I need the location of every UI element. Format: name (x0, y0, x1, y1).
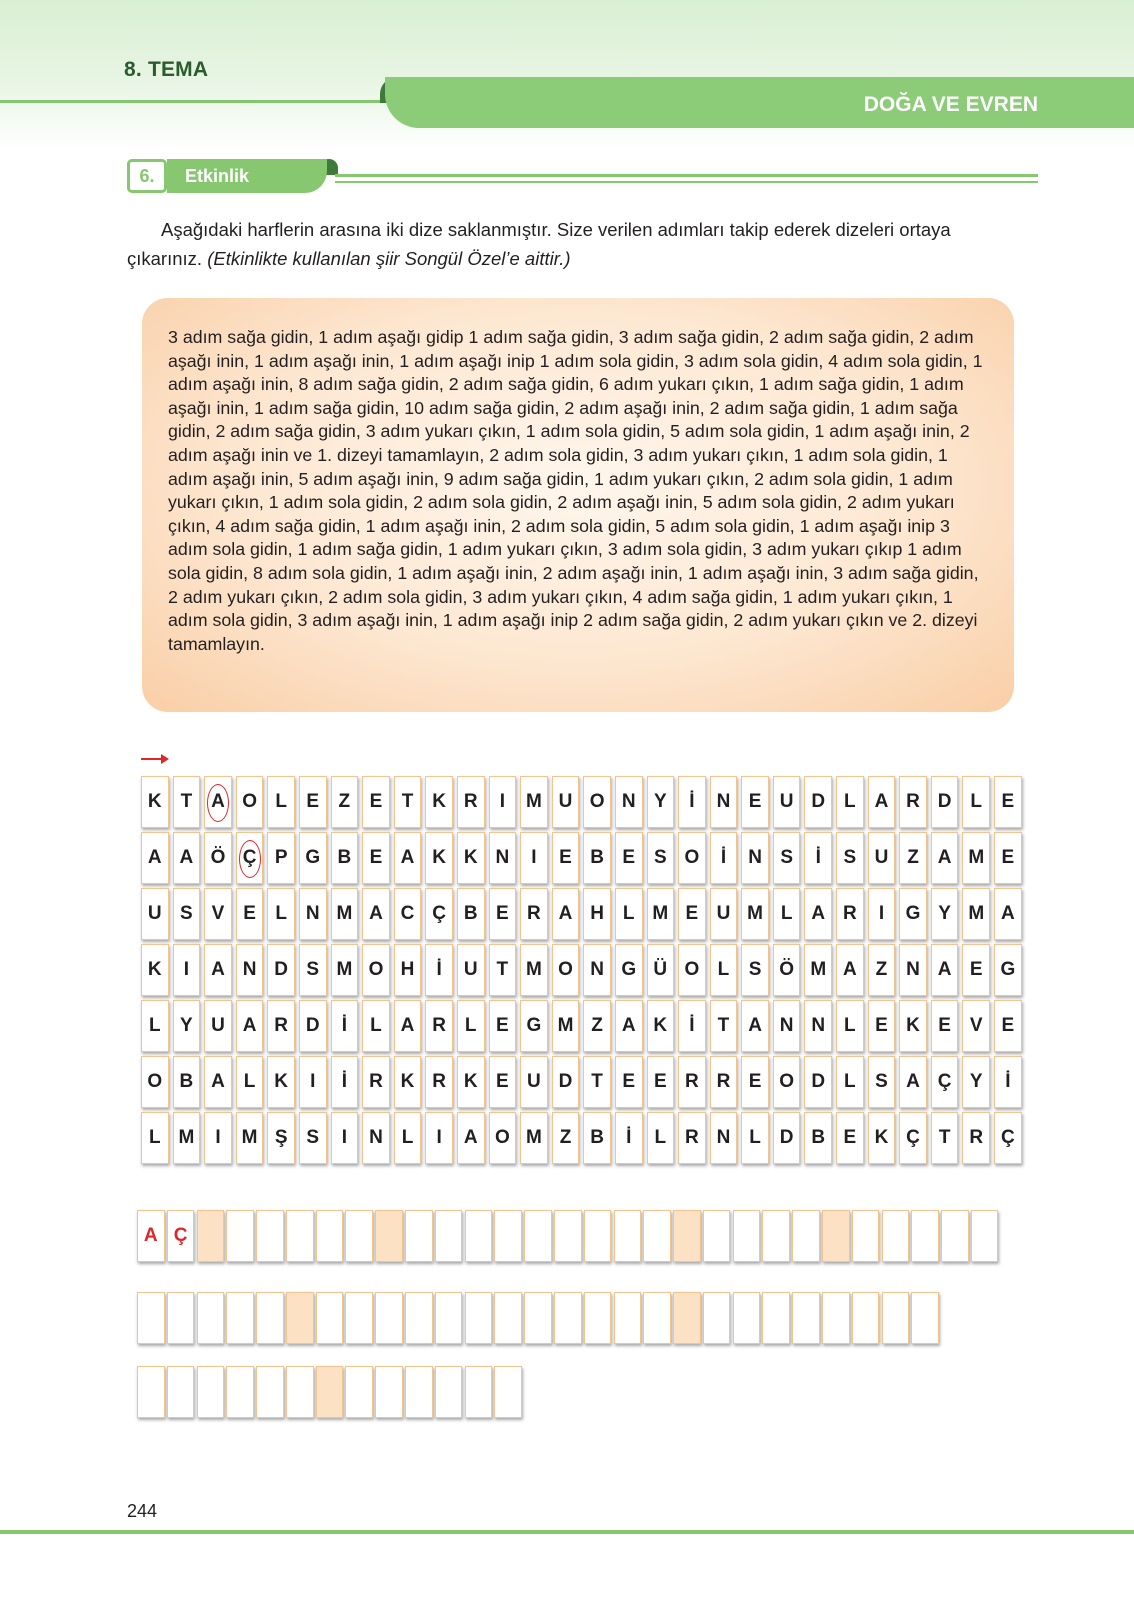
grid-cell: T (583, 1056, 611, 1108)
grid-cell: A (741, 1000, 769, 1052)
grid-cell: N (804, 1000, 832, 1052)
page-number: 244 (127, 1501, 158, 1521)
grid-cell: L (710, 944, 738, 996)
grid-cell: L (836, 776, 864, 828)
grid-cell: N (299, 888, 327, 940)
grid-cell: O (236, 776, 264, 828)
letter-grid (141, 776, 1033, 1168)
grid-cell: R (425, 1056, 453, 1108)
answer-cell[interactable] (852, 1292, 880, 1344)
grid-cell: V (962, 1000, 990, 1052)
answer-cell[interactable] (941, 1210, 969, 1262)
grid-cell: N (583, 944, 611, 996)
grid-cell: H (583, 888, 611, 940)
activity-number: 6. (127, 159, 167, 193)
answer-space-cell[interactable] (673, 1292, 701, 1344)
answer-cell[interactable] (226, 1366, 254, 1418)
grid-cell: K (267, 1056, 295, 1108)
grid-cell: U (552, 776, 580, 828)
grid-cell: E (489, 888, 517, 940)
answer-cell[interactable] (465, 1210, 493, 1262)
answer-cell[interactable] (524, 1210, 552, 1262)
grid-cell: A (868, 776, 896, 828)
grid-cell: Z (899, 832, 927, 884)
grid-cell: Ç (899, 1112, 927, 1164)
grid-cell: K (394, 1056, 422, 1108)
grid-cell: E (868, 1000, 896, 1052)
grid-cell: Ç (425, 888, 453, 940)
grid-cell: Y (647, 776, 675, 828)
grid-cell: A (204, 944, 232, 996)
grid-cell: D (804, 1056, 832, 1108)
grid-cell: O (583, 776, 611, 828)
grid-cell: L (362, 1000, 390, 1052)
answer-space-cell[interactable] (822, 1210, 850, 1262)
grid-cell: L (267, 776, 295, 828)
instruction-text: 3 adım sağa gidin, 1 adım aşağı gidip 1 adım sağa gidin, 3 adım sağa gidin, 2 adım sağa gidin, 2 adım aşağı inin, 1 adım aşağı inin, 1 adım aşağı inip 1 adım sola gidin, 3 adım sola gidin, 4 adım sola gidin, 1 adım aşağı inin, 8 adım sağa gidin, 2 adım sağa gidin, 6 adım yukarı çıkın, 1 adım sağa gidin, 1 adım aşağı inin, 1 adım sağa gidin, 10 adım sağa gidin, 2 adım aşağı inin, 2 adım sağa gidin, 1 adım sağa gidin, 2 adım sağa gidin, 3 adım yukarı çıkın, 1 adım sola gidin, 5 adım sola gidin, 1 adım aşağı inin, 2 adım aşağı inin ve 1. dizeyi tamamlayın, 2 adım sola gidin, 3 adım yukarı çıkın, 1 adım sola gidin, 1 adım aşağı inin, 5 adım aşağı inin, 9 adım sağa gidin, 1 adım yukarı çıkın, 2 adım sola gidin, 1 adım yukarı çıkın, 1 adım sola gidin, 2 adım sola gidin, 2 adım aşağı inin, 5 adım sola gidin, 2 adım yukarı çıkın, 4 adım sağa gidin, 1 adım aşağı inin, 2 adım sola gidin, 5 adım sola gidin, 1 adım aşağı inip 3 adım sola gidin, 1 adım sağa gidin, 1 adım yukarı çıkın, 3 adım sola gidin, 3 adım yukarı çıkıp 1 adım sola gidin, 8 adım sola gidin, 1 adım aşağı inin, 2 adım aşağı inin, 1 adım aşağı inin, 3 adım sağa gidin, 2 adım yukarı çıkın, 2 adım sola gidin, 3 adım yukarı çıkın, 4 adım sağa gidin, 1 adım yukarı çıkın, 1 adım sola gidin, 3 adım aşağı inin, 1 adım aşağı inip 2 adım sağa gidin, 2 adım yukarı çıkın ve 2. dizeyi tamamlayın. (168, 327, 983, 654)
grid-cell: S (868, 1056, 896, 1108)
grid-cell: L (836, 1056, 864, 1108)
grid-cell: L (457, 1000, 485, 1052)
instruction-box (142, 298, 1014, 712)
grid-cell: K (457, 832, 485, 884)
grid-cell: R (899, 776, 927, 828)
grid-cell: M (741, 888, 769, 940)
grid-cell: O (678, 832, 706, 884)
grid-cell: K (647, 1000, 675, 1052)
answer-cell[interactable] (822, 1292, 850, 1344)
grid-cell: İ (425, 944, 453, 996)
answer-cell[interactable] (911, 1292, 939, 1344)
grid-cell: M (962, 832, 990, 884)
answer-cell[interactable] (554, 1210, 582, 1262)
answer-cell[interactable] (792, 1210, 820, 1262)
grid-cell: U (710, 888, 738, 940)
grid-cell: L (741, 1112, 769, 1164)
grid-cell: İ (710, 832, 738, 884)
grid-cell: R (678, 1056, 706, 1108)
grid-cell: S (741, 944, 769, 996)
grid-row (141, 1000, 1033, 1052)
grid-cell: Y (173, 1000, 201, 1052)
answer-cell[interactable] (762, 1210, 790, 1262)
grid-cell: E (236, 888, 264, 940)
grid-cell: R (267, 1000, 295, 1052)
grid-cell: I (520, 832, 548, 884)
grid-cell: L (236, 1056, 264, 1108)
answer-cell[interactable] (405, 1292, 433, 1344)
grid-cell: E (615, 832, 643, 884)
footer-rule (0, 1530, 1134, 1534)
grid-cell: Ç (236, 832, 264, 884)
grid-cell: A (899, 1056, 927, 1108)
grid-cell: L (615, 888, 643, 940)
grid-cell: L (394, 1112, 422, 1164)
grid-row (141, 1056, 1033, 1108)
answer-cell[interactable] (375, 1292, 403, 1344)
grid-row (141, 888, 1033, 940)
answer-cell[interactable] (226, 1210, 254, 1262)
grid-cell: I (868, 888, 896, 940)
grid-cell: E (489, 1056, 517, 1108)
answer-cell[interactable] (226, 1292, 254, 1344)
answer-cell[interactable] (494, 1366, 522, 1418)
grid-cell: D (299, 1000, 327, 1052)
grid-cell: B (583, 1112, 611, 1164)
grid-cell: G (299, 832, 327, 884)
grid-cell: Z (552, 1112, 580, 1164)
grid-cell: R (962, 1112, 990, 1164)
grid-cell: M (962, 888, 990, 940)
grid-cell: L (647, 1112, 675, 1164)
answer-cell[interactable] (256, 1366, 284, 1418)
answer-cell[interactable] (435, 1210, 463, 1262)
grid-cell: G (520, 1000, 548, 1052)
answer-cell[interactable]: Ç (167, 1210, 195, 1262)
grid-cell: K (141, 944, 169, 996)
grid-cell: D (804, 776, 832, 828)
grid-cell: U (520, 1056, 548, 1108)
grid-cell: R (425, 1000, 453, 1052)
grid-cell: N (773, 1000, 801, 1052)
grid-cell: İ (331, 1000, 359, 1052)
grid-cell: N (615, 776, 643, 828)
grid-cell: A (615, 1000, 643, 1052)
grid-cell: E (962, 944, 990, 996)
grid-cell: N (710, 776, 738, 828)
grid-cell: E (931, 1000, 959, 1052)
grid-cell: B (583, 832, 611, 884)
grid-cell: U (457, 944, 485, 996)
grid-cell: E (678, 888, 706, 940)
grid-row (141, 944, 1033, 996)
grid-cell: E (836, 1112, 864, 1164)
grid-row (141, 832, 1033, 884)
answer-cell[interactable] (465, 1366, 493, 1418)
grid-cell: A (236, 1000, 264, 1052)
grid-cell: S (836, 832, 864, 884)
grid-cell: A (362, 888, 390, 940)
theme-label: 8. TEMA (124, 58, 209, 81)
grid-cell: A (204, 1056, 232, 1108)
grid-cell: S (173, 888, 201, 940)
grid-cell: E (299, 776, 327, 828)
grid-cell: T (173, 776, 201, 828)
answer-cell[interactable] (345, 1210, 373, 1262)
grid-cell: Ö (204, 832, 232, 884)
grid-cell: R (520, 888, 548, 940)
answer-cell[interactable] (435, 1366, 463, 1418)
grid-cell: A (994, 888, 1022, 940)
grid-cell: T (394, 776, 422, 828)
grid-cell: E (994, 832, 1022, 884)
grid-cell: M (236, 1112, 264, 1164)
grid-cell: O (773, 1056, 801, 1108)
answer-row-3 (137, 1366, 524, 1418)
answer-space-cell[interactable] (316, 1366, 344, 1418)
grid-cell: İ (615, 1112, 643, 1164)
grid-cell: İ (804, 832, 832, 884)
grid-cell: U (868, 832, 896, 884)
grid-cell: E (994, 1000, 1022, 1052)
grid-cell: K (141, 776, 169, 828)
grid-cell: H (394, 944, 422, 996)
activity-rule-thin (335, 181, 1038, 183)
grid-cell: A (804, 888, 832, 940)
grid-cell: N (362, 1112, 390, 1164)
answer-cell[interactable] (494, 1210, 522, 1262)
grid-cell: C (394, 888, 422, 940)
grid-cell: D (267, 944, 295, 996)
grid-cell: N (741, 832, 769, 884)
grid-cell: O (489, 1112, 517, 1164)
grid-cell: K (868, 1112, 896, 1164)
grid-cell: K (425, 776, 453, 828)
grid-cell: L (267, 888, 295, 940)
grid-cell: Ç (994, 1112, 1022, 1164)
grid-cell: U (141, 888, 169, 940)
grid-cell: L (141, 1112, 169, 1164)
grid-cell: I (173, 944, 201, 996)
grid-cell: İ (678, 776, 706, 828)
grid-cell: G (615, 944, 643, 996)
grid-cell: I (331, 1112, 359, 1164)
grid-cell: R (710, 1056, 738, 1108)
grid-cell: R (362, 1056, 390, 1108)
grid-cell: M (173, 1112, 201, 1164)
grid-cell: D (773, 1112, 801, 1164)
grid-cell: A (931, 832, 959, 884)
answer-cell[interactable] (733, 1210, 761, 1262)
answer-cell[interactable] (167, 1366, 195, 1418)
grid-cell: B (804, 1112, 832, 1164)
grid-cell: İ (331, 1056, 359, 1108)
answer-cell[interactable] (971, 1210, 999, 1262)
intro-text: Aşağıdaki harflerin arasına iki dize saklanmıştır. Size verilen adımları takip ederek dizeleri ortaya çıkarınız. (127, 219, 951, 269)
grid-cell: N (899, 944, 927, 996)
grid-cell: U (773, 776, 801, 828)
grid-cell: R (678, 1112, 706, 1164)
answer-space-cell[interactable] (375, 1210, 403, 1262)
grid-cell: I (489, 776, 517, 828)
grid-cell: M (647, 888, 675, 940)
grid-cell: E (741, 776, 769, 828)
answer-row-1 (137, 1210, 1001, 1262)
grid-cell: R (457, 776, 485, 828)
answer-cell[interactable] (286, 1210, 314, 1262)
answer-row-2 (137, 1292, 941, 1344)
answer-space-cell[interactable] (197, 1210, 225, 1262)
answer-cell[interactable] (137, 1292, 165, 1344)
answer-cell[interactable] (703, 1210, 731, 1262)
answer-cell[interactable] (345, 1292, 373, 1344)
answer-cell[interactable] (435, 1292, 463, 1344)
grid-cell: I (425, 1112, 453, 1164)
grid-cell: Z (331, 776, 359, 828)
answer-space-cell[interactable] (286, 1292, 314, 1344)
grid-cell: L (141, 1000, 169, 1052)
grid-cell: S (773, 832, 801, 884)
grid-cell: A (204, 776, 232, 828)
grid-cell: M (331, 888, 359, 940)
grid-cell: T (489, 944, 517, 996)
grid-cell: U (204, 1000, 232, 1052)
grid-cell: Y (962, 1056, 990, 1108)
start-arrow-icon (140, 752, 170, 766)
answer-cell[interactable] (643, 1210, 671, 1262)
grid-cell: Ç (931, 1056, 959, 1108)
answer-cell[interactable]: A (137, 1210, 165, 1262)
grid-cell: O (678, 944, 706, 996)
grid-cell: B (173, 1056, 201, 1108)
activity-intro (127, 215, 1012, 273)
grid-cell: A (457, 1112, 485, 1164)
grid-cell: L (773, 888, 801, 940)
grid-cell: O (552, 944, 580, 996)
grid-cell: M (520, 1112, 548, 1164)
grid-cell: K (425, 832, 453, 884)
grid-cell: E (647, 1056, 675, 1108)
section-title: DOĞA VE EVREN (863, 93, 1038, 116)
activity-label: Etkinlik (167, 159, 327, 193)
grid-cell: A (836, 944, 864, 996)
answer-cell[interactable] (762, 1292, 790, 1344)
grid-cell: M (520, 776, 548, 828)
answer-cell[interactable] (584, 1292, 612, 1344)
grid-cell: A (141, 832, 169, 884)
grid-cell: M (520, 944, 548, 996)
grid-cell: M (552, 1000, 580, 1052)
grid-cell: K (457, 1056, 485, 1108)
grid-cell: Z (868, 944, 896, 996)
answer-space-cell[interactable] (673, 1210, 701, 1262)
grid-cell: İ (994, 1056, 1022, 1108)
answer-cell[interactable] (345, 1366, 373, 1418)
grid-cell: Ö (773, 944, 801, 996)
grid-cell: A (931, 944, 959, 996)
grid-cell: Y (931, 888, 959, 940)
answer-cell[interactable] (882, 1292, 910, 1344)
answer-cell[interactable] (494, 1292, 522, 1344)
grid-cell: P (267, 832, 295, 884)
grid-row (141, 776, 1033, 828)
answer-cell[interactable] (584, 1210, 612, 1262)
grid-cell: E (994, 776, 1022, 828)
answer-cell[interactable] (256, 1292, 284, 1344)
grid-cell: O (362, 944, 390, 996)
grid-cell: G (899, 888, 927, 940)
grid-cell: B (457, 888, 485, 940)
answer-cell[interactable] (256, 1210, 284, 1262)
grid-cell: E (489, 1000, 517, 1052)
answer-cell[interactable] (286, 1366, 314, 1418)
grid-cell: L (962, 776, 990, 828)
answer-cell[interactable] (643, 1292, 671, 1344)
grid-cell: E (741, 1056, 769, 1108)
grid-cell: N (236, 944, 264, 996)
grid-cell: A (394, 1000, 422, 1052)
grid-cell: D (931, 776, 959, 828)
grid-cell: S (299, 944, 327, 996)
grid-cell: L (836, 1000, 864, 1052)
header-rule (0, 100, 400, 103)
grid-cell: N (489, 832, 517, 884)
answer-cell[interactable] (465, 1292, 493, 1344)
grid-cell: I (299, 1056, 327, 1108)
grid-cell: Ü (647, 944, 675, 996)
answer-cell[interactable] (733, 1292, 761, 1344)
grid-cell: B (331, 832, 359, 884)
activity-rule (335, 174, 1038, 177)
answer-cell[interactable] (792, 1292, 820, 1344)
answer-cell[interactable] (137, 1366, 165, 1418)
grid-cell: G (994, 944, 1022, 996)
answer-cell[interactable] (167, 1292, 195, 1344)
grid-cell: K (899, 1000, 927, 1052)
grid-cell: E (362, 776, 390, 828)
grid-cell: İ (678, 1000, 706, 1052)
grid-cell: N (710, 1112, 738, 1164)
grid-row (141, 1112, 1033, 1164)
grid-cell: E (362, 832, 390, 884)
answer-cell[interactable] (614, 1210, 642, 1262)
grid-cell: V (204, 888, 232, 940)
grid-cell: Z (583, 1000, 611, 1052)
answer-cell[interactable] (197, 1292, 225, 1344)
answer-cell[interactable] (375, 1366, 403, 1418)
answer-cell[interactable] (405, 1366, 433, 1418)
answer-cell[interactable] (911, 1210, 939, 1262)
answer-cell[interactable] (882, 1210, 910, 1262)
grid-cell: S (647, 832, 675, 884)
grid-cell: E (552, 832, 580, 884)
grid-cell: A (173, 832, 201, 884)
grid-cell: R (836, 888, 864, 940)
grid-cell: A (552, 888, 580, 940)
grid-cell: A (394, 832, 422, 884)
grid-cell: O (141, 1056, 169, 1108)
grid-cell: M (804, 944, 832, 996)
grid-cell: S (299, 1112, 327, 1164)
answer-cell[interactable] (554, 1292, 582, 1344)
answer-cell[interactable] (852, 1210, 880, 1262)
answer-cell[interactable] (316, 1210, 344, 1262)
grid-cell: D (552, 1056, 580, 1108)
grid-cell: M (331, 944, 359, 996)
intro-note: (Etkinlikte kullanılan şiir Songül Özel’e aittir.) (207, 248, 571, 269)
grid-cell: Ş (267, 1112, 295, 1164)
answer-cell[interactable] (614, 1292, 642, 1344)
answer-cell[interactable] (316, 1292, 344, 1344)
answer-cell[interactable] (405, 1210, 433, 1262)
grid-cell: T (931, 1112, 959, 1164)
answer-cell[interactable] (197, 1366, 225, 1418)
grid-cell: T (710, 1000, 738, 1052)
answer-cell[interactable] (703, 1292, 731, 1344)
grid-cell: I (204, 1112, 232, 1164)
grid-cell: E (615, 1056, 643, 1108)
answer-cell[interactable] (524, 1292, 552, 1344)
